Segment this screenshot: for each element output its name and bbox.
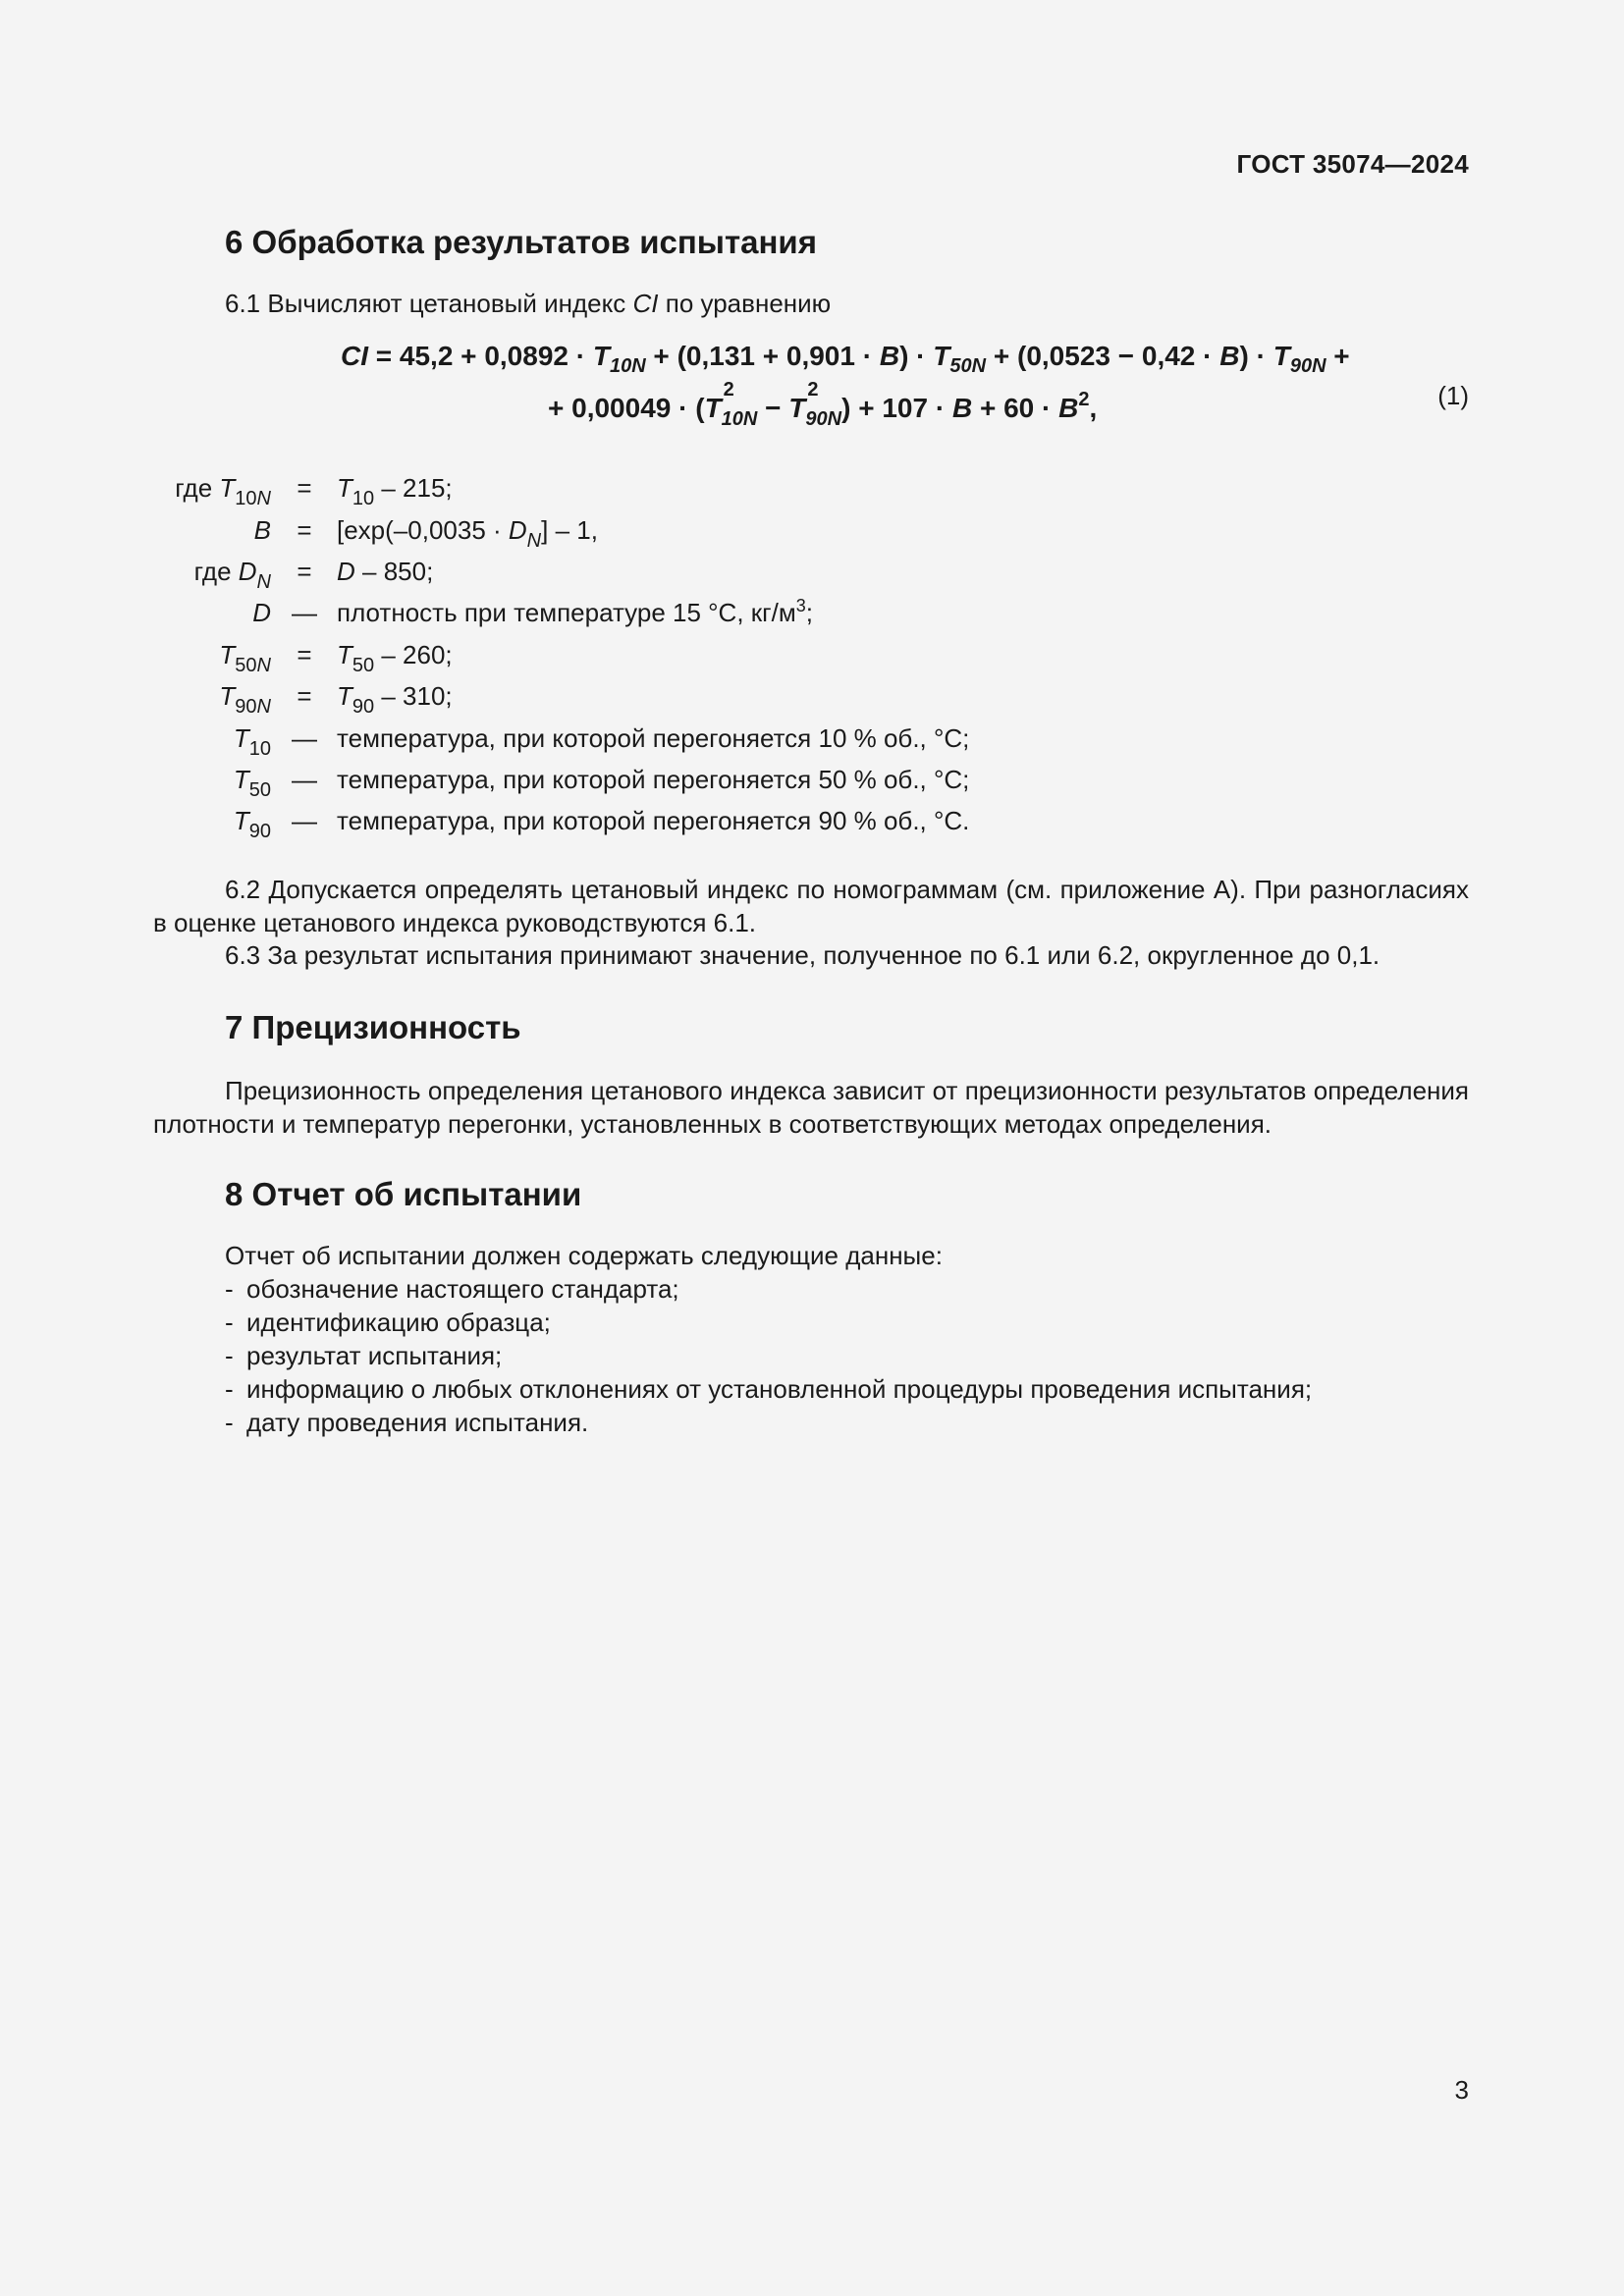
paragraph-6-3: 6.3 За результат испытания принимают значение, полученное по 6.1 или 6.2, округленное до 0,1. (225, 940, 1380, 970)
where-row: B = [$\exp(-0,0035 \cdot D_N] - 1$, (253, 515, 598, 552)
where-row: $T_{10}$ — температура, при которой перегоняется 10 % об., °С; (233, 723, 970, 760)
where-row: $T_{50N}$ = $T_{50} - 260$; (219, 640, 453, 676)
list-item: - идентификацию образца; (225, 1308, 551, 1337)
report-items-list (225, 1272, 1312, 1439)
equation-number: (1) (1437, 381, 1469, 410)
where-row: где $D_N$ = D – 850; (193, 557, 434, 593)
page-number: 3 (1454, 2075, 1469, 2105)
where-row: D — плотность при температуре 15 °С, $кг/м^3$; (252, 596, 813, 627)
list-item: - информацию о любых отклонениях от установленной процедуры проведения испытания; (225, 1374, 1313, 1404)
list-item: - результат испытания; (225, 1341, 503, 1370)
where-row: $T_{90N}$ = $T_{90} - 310$; (219, 681, 453, 718)
where-row: где $T_{10N}$ = $T_{10} - 215$; (175, 473, 453, 509)
formula-line-1: CI = $45,2 + 0,0892 \cdot T_{10N} + (0,131 + 0,901 \cdot B) \cdot T_{50N} + (0,0523 - 0,42 \cdot B) \cdot T_{90N}$ + (341, 341, 1350, 377)
standard-designation: ГОСТ 35074—2024 (1236, 149, 1469, 179)
section-8-title: 8 Отчет об испытании (225, 1176, 582, 1212)
list-item: - обозначение настоящего стандарта; (225, 1274, 679, 1304)
paragraph-6-1: 6.1 Вычисляют цетановый индекс CI по уравнению (225, 289, 832, 318)
where-row: $T_{50}$ — температура, при которой перегоняется 50 % об., °С; (233, 765, 970, 801)
paragraph-6-2: 6.2 Допускается определять цетановый индекс по номограммам (см. приложение А). При разногласиях в оценке цетанового индекса руководствуются 6.1. (153, 875, 1469, 937)
section-7-text: Прецизионность определения цетанового индекса зависит от прецизионности результатов определения плотности и температур перегонки, установленных в соответствующих методах определения. (153, 1076, 1469, 1139)
section-7-title: 7 Прецизионность (225, 1009, 521, 1045)
list-item: - дату проведения испытания. (225, 1408, 589, 1437)
section-8-intro: Отчет об испытании должен содержать следующие данные: (225, 1241, 943, 1270)
section-6-title: 6 Обработка результатов испытания (225, 224, 817, 260)
where-row: $T_{90}$ — температура, при которой перегоняется 90 % об., °С. (233, 806, 970, 842)
formula-line-2: + 0,00049 · (T 2 10N − T 2 $90N) + 107 \cdot B + 60 \cdot B^2$, (548, 379, 1098, 430)
